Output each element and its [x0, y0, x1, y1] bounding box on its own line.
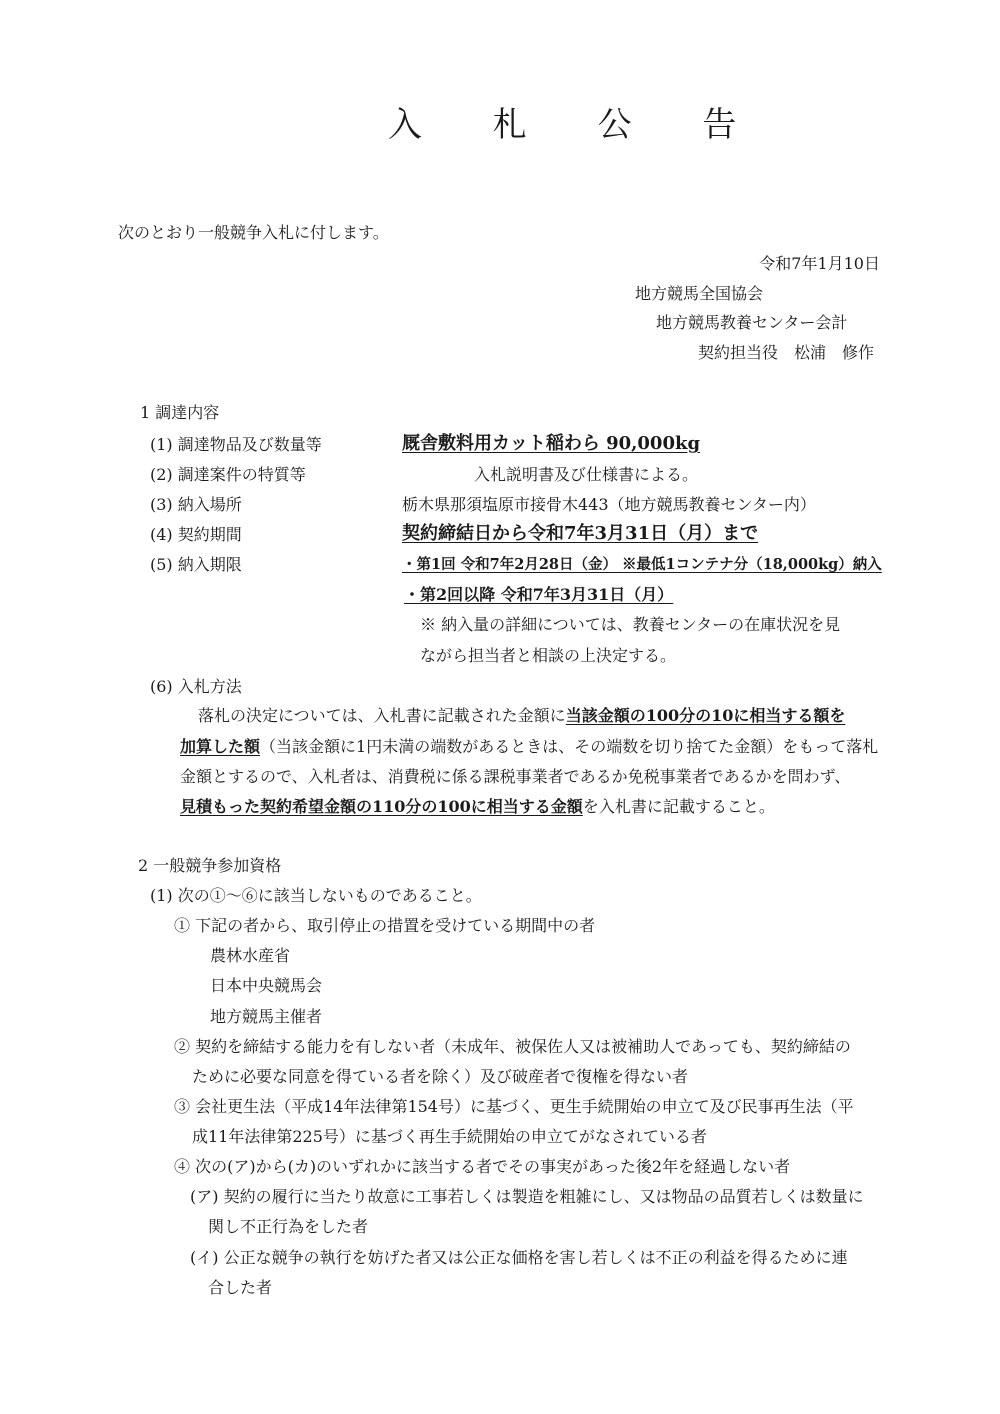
item4-label: (4) 契約期間: [150, 525, 242, 544]
item2-label: (2) 調達案件の特質等: [150, 465, 306, 484]
item1-label: (1) 調達物品及び数量等: [150, 435, 322, 454]
bid-method-line4: [180, 799, 775, 815]
item5-note-line1: ※ 納入量の詳細については、教養センターの在庫状況を見: [420, 615, 841, 634]
item5-delivery-1: ・第1回 令和7年2月28日（金） ※最低1コンテナ分（18,000kg）納入: [402, 556, 882, 573]
bid-method-emphasis: 加算した額: [180, 737, 261, 756]
local-racing-organizer: 地方競馬主催者: [210, 1007, 323, 1026]
qualification-1-3-line1: ③ 会社更生法（平成14年法律第154号）に基づく、更生手続開始の申立て及び民事再生法（平: [174, 1097, 854, 1116]
bid-method-line3: 金額とするので、入札者は、消費税に係る課税事業者であるか免税事業者であるかを問わず、: [180, 767, 851, 786]
qualification-1-4: ④ 次の(ア)から(カ)のいずれかに該当する者でその事実があった後2年を経過しない者: [174, 1157, 791, 1176]
bid-method-line1: [198, 708, 845, 724]
item3-value: 栃木県那須塩原市接骨木443（地方競馬教養センター内）: [402, 495, 816, 514]
qualification-1-4-a-line1: (ア) 契約の履行に当たり故意に工事若しくは製造を粗雑にし、又は物品の品質若しくは数量に: [190, 1187, 864, 1206]
page-title: 入 札 公 告: [388, 105, 767, 145]
bid-method-text: （当該金額に1円未満の端数があるときは、その端数を切り捨てた金額）をもって落札: [260, 737, 879, 756]
item2-value: 入札説明書及び仕様書による。: [474, 465, 699, 484]
item5-label: (5) 納入期限: [150, 555, 242, 574]
item1-value: 厩舎敷料用カット稲わら 90,000kg: [402, 433, 701, 454]
qualification-1-1: ① 下記の者から、取引停止の措置を受けている期間中の者: [174, 916, 596, 935]
item5-delivery-2: ・第2回以降 令和7年3月31日（月）: [404, 585, 674, 604]
qualification-1-2-line2: ために必要な同意を得ている者を除く）及び破産者で復権を得ない者: [192, 1067, 689, 1086]
qualification-1-2-line1: ② 契約を締結する能力を有しない者（未成年、被保佐人又は被補助人であっても、契約締結の: [174, 1037, 851, 1056]
bid-method-line2: [180, 739, 878, 755]
item4-value: 契約締結日から令和7年3月31日（月）まで: [402, 523, 759, 544]
item3-label: (3) 納入場所: [150, 495, 242, 514]
intro-text: 次のとおり一般競争入札に付します。: [118, 223, 389, 242]
qualification-1: (1) 次の①～⑥に該当しないものであること。: [150, 886, 482, 905]
bid-method-text: 落札の決定については、入札書に記載された金額に: [198, 706, 566, 725]
org-name: 地方競馬全国協会: [635, 284, 764, 303]
qualification-1-4-a-line2: 関し不正行為をした者: [208, 1217, 369, 1236]
section1-heading: 1 調達内容: [140, 403, 220, 422]
item5-note-line2: ながら担当者と相談の上決定する。: [420, 646, 677, 665]
notice-date: 令和7年1月10日: [759, 254, 880, 273]
qualification-1-4-b-line2: 合した者: [208, 1278, 273, 1297]
bid-method-emphasis: 当該金額の100分の10に相当する額を: [565, 706, 846, 725]
qualification-1-4-b-line1: (イ) 公正な競争の執行を妨げた者又は公正な価格を害し若しくは不正の利益を得るために連: [190, 1248, 848, 1267]
org-account: 地方競馬教養センター会計: [656, 313, 848, 332]
item6-label: (6) 入札方法: [150, 677, 242, 696]
jra-name: 日本中央競馬会: [210, 976, 323, 995]
bid-method-text: を入札書に記載すること。: [582, 797, 775, 816]
contract-officer: 契約担当役 松浦 修作: [698, 343, 875, 362]
qualification-1-3-line2: 成11年法律第225号）に基づく再生手続開始の申立てがなされている者: [192, 1127, 707, 1146]
section2-heading: 2 一般競争参加資格: [138, 856, 282, 875]
ministry-name: 農林水産省: [210, 946, 291, 965]
bid-method-emphasis: 見積もった契約希望金額の110分の100に相当する金額: [180, 797, 583, 816]
